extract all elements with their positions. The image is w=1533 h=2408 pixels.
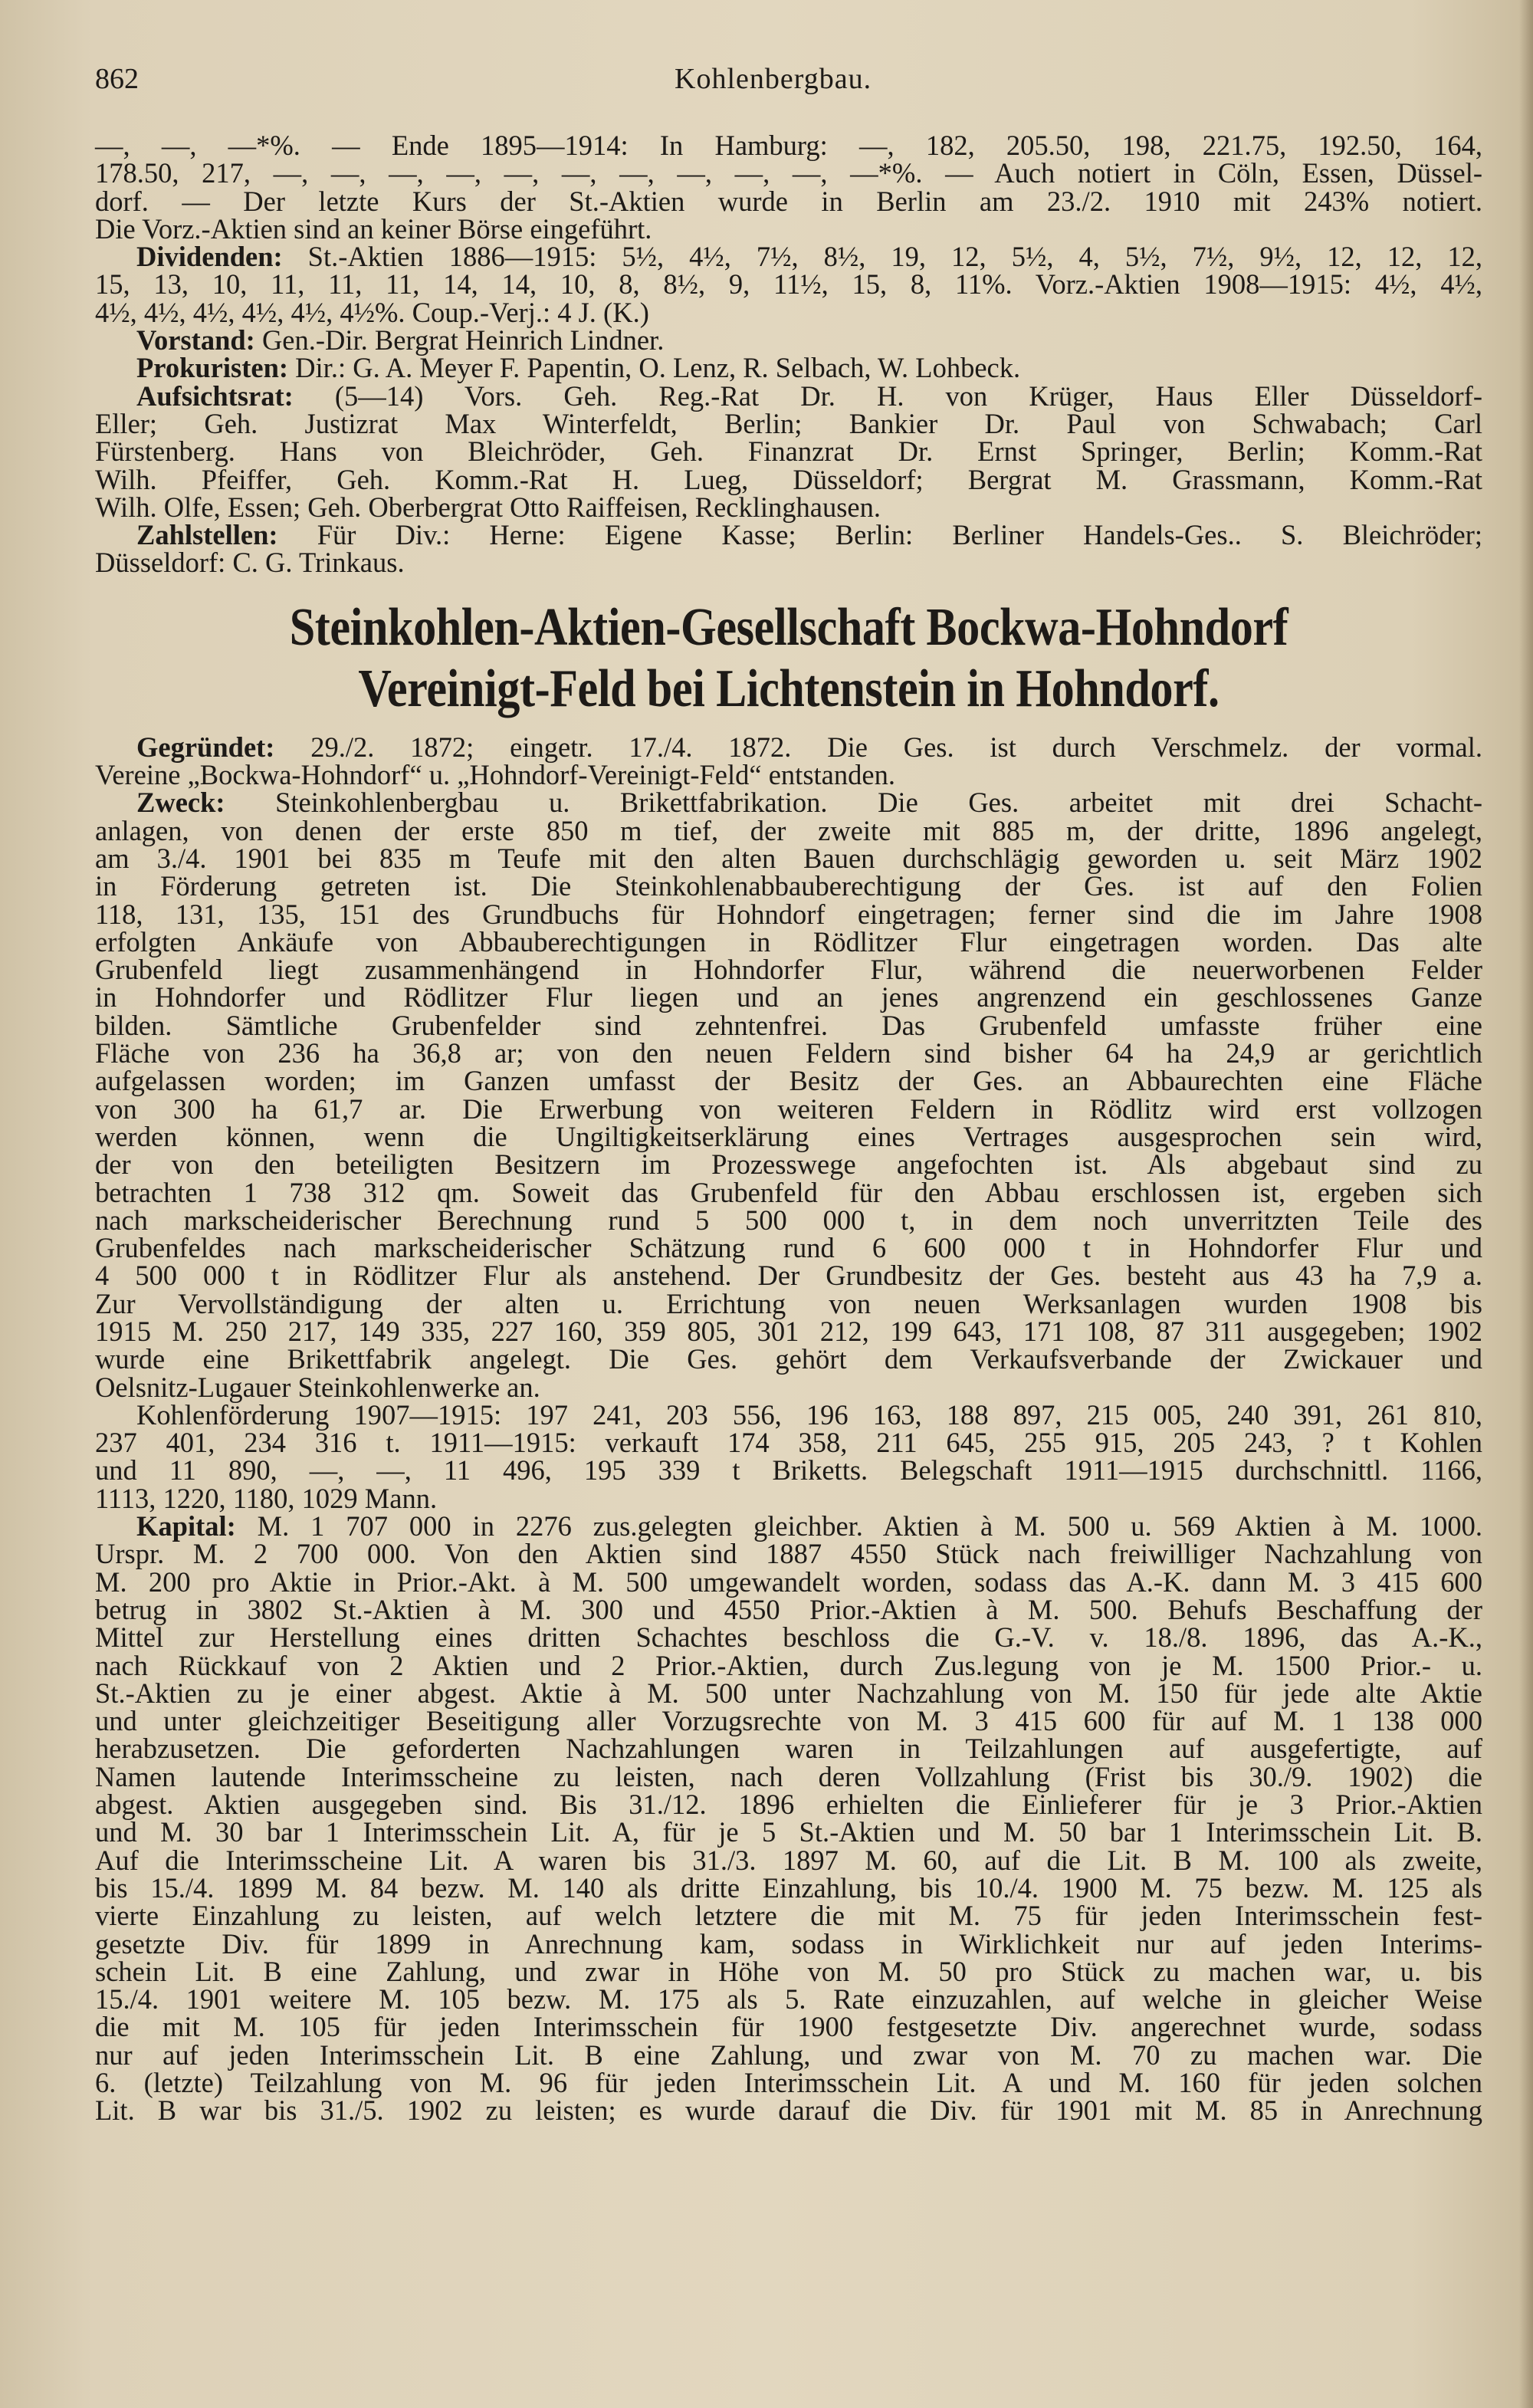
text-line: Vereine „Bockwa-Hohndorf“ u. „Hohndorf-Vereinigt-Feld“ entstanden. (95, 759, 895, 791)
text-line (95, 1510, 1482, 1542)
prokuristen-text: Dir.: G. A. Meyer F. Papentin, O. Lenz, R. Selbach, W. Lohbeck. (288, 352, 1021, 384)
aufsichtsrat-text: (5—14) Vors. Geh. Reg.-Rat Dr. H. von Krüger, Haus Eller Düsseldorf- (293, 379, 1482, 412)
zahlstellen-label: Zahlstellen: (136, 519, 278, 551)
text-line: 15, 13, 10, 11, 11, 11, 14, 14, 10, 8, 8½, 9, 11½, 15, 8, 11%. Vorz.-Aktien 1908—1915: 4½, 4½, (95, 268, 1482, 301)
text-line: Urspr. M. 2 700 000. Von den Aktien sind 1887 4550 Stück nach freiwilliger Nachzahlung von (95, 1538, 1482, 1570)
text-line: Auf die Interimsscheine Lit. A waren bis 31./3. 1897 M. 60, auf die Lit. B M. 100 als zweite, (95, 1844, 1482, 1876)
page-number: 862 (95, 63, 139, 95)
text-line: bilden. Sämtliche Grubenfelder sind zehntenfrei. Das Grubenfeld umfasste früher eine (95, 1009, 1482, 1041)
text-line: erfolgten Ankäufe von Abbauberechtigungen in Rödlitzer Flur eingetragen worden. Das alte (95, 925, 1482, 958)
text-line: Düsseldorf: C. G. Trinkaus. (95, 547, 405, 579)
text-line: Wilh. Olfe, Essen; Geh. Oberbergrat Otto Raiffeisen, Recklinghausen. (95, 491, 881, 523)
page-spine-shadow (1519, 0, 1533, 2408)
text-line: Grubenfeld liegt zusammenhängend in Hohndorfer Flur, während die neuerworbenen Felder (95, 954, 1482, 986)
kapital-label: Kapital: (136, 1510, 236, 1542)
vorstand-paragraph (95, 324, 1482, 356)
prokuristen-paragraph (95, 354, 1482, 382)
text-line: St.-Aktien zu je einer abgest. Aktie à M. 500 unter Nachzahlung von M. 150 für jede alte Aktie (95, 1677, 1482, 1709)
text-line: 118, 131, 135, 151 des Grundbuchs für Hohndorf eingetragen; ferner sind die im Jahre 1908 (95, 898, 1482, 930)
entry-title-line-2: Vereinigt-Feld bei Lichtenstein in Hohndorf. (358, 659, 1220, 718)
text-line: dorf. — Der letzte Kurs der St.-Aktien wurde in Berlin am 23./2. 1910 mit 243% notiert. (95, 185, 1482, 217)
text-line (95, 243, 1482, 271)
text-line: Fürstenberg. Hans von Bleichröder, Geh. Finanzrat Dr. Ernst Springer, Berlin; Komm.-Rat (95, 435, 1482, 468)
text-line (95, 521, 1482, 549)
entry-title-line-1: Steinkohlen-Aktien-Gesellschaft Bockwa-Hohndorf (289, 597, 1288, 657)
text-line: herabzusetzen. Die geforderten Nachzahlungen waren in Teilzahlungen auf ausgefertigte, auf (95, 1733, 1482, 1765)
text-line: abgest. Aktien ausgegeben sind. Bis 31./12. 1896 erhielten die Einlieferer für je 3 Prior.-Aktien (95, 1789, 1482, 1821)
text-line: M. 200 pro Aktie in Prior.-Akt. à M. 500 umgewandelt worden, sodass das A.-K. dann M. 3 415 600 (95, 1565, 1482, 1598)
zahlstellen-paragraph (95, 521, 1482, 577)
aufsichtsrat-label: Aufsichtsrat: (136, 379, 294, 412)
text-line: 1113, 1220, 1180, 1029 Mann. (95, 1482, 438, 1514)
text-line: 178.50, 217, —, —, —, —, —, —, —, —, —, —, —*%. — Auch notiert in Cöln, Essen, Düssel- (95, 157, 1482, 189)
gegruendet-paragraph (95, 731, 1482, 791)
text-line: der von den beteiligten Besitzern im Prozesswege angefochten ist. Als abgebaut sind zu (95, 1148, 1482, 1181)
text-line: 1915 M. 250 217, 149 335, 227 160, 359 805, 301 212, 199 643, 171 108, 87 311 ausgegeben; 1902 (95, 1315, 1482, 1347)
running-head (95, 60, 1495, 98)
page-content (95, 132, 1482, 2125)
text-line: und 11 890, —, —, 11 496, 195 339 t Briketts. Belegschaft 1911—1915 durchschnittl. 1166, (95, 1454, 1482, 1487)
dividenden-paragraph (95, 243, 1482, 327)
prokuristen-label: Prokuristen: (136, 352, 289, 384)
text-line: in Hohndorfer und Rödlitzer Flur liegen und an jenes angrenzend ein geschlossenes Ganze (95, 981, 1482, 1013)
dividenden-text: St.-Aktien 1886—1915: 5½, 4½, 7½, 8½, 19, 12, 5½, 4, 5½, 7½, 9½, 12, 12, 12, (282, 241, 1482, 273)
text-line: in Förderung getreten ist. Die Steinkohlenabbauberechtigung der Ges. ist auf den Folien (95, 870, 1482, 902)
text-line: 4 500 000 t in Rödlitzer Flur als anstehend. Der Grundbesitz der Ges. besteht aus 43 ha 7,9 a. (95, 1260, 1482, 1292)
text-line: nur auf jeden Interimsschein Lit. B eine Zahlung, und zwar von M. 70 zu machen war. Die (95, 2038, 1482, 2071)
zahlstellen-text: Für Div.: Herne: Eigene Kasse; Berlin: Berliner Handels-Ges.. S. Bleichröder; (277, 519, 1482, 551)
text-line: vierte Einzahlung zu leisten, auf welch letztere die mit M. 75 für jeden Interimsschein fest- (95, 1900, 1482, 1932)
dividenden-label: Dividenden: (136, 241, 283, 273)
prev-entry-kurs (95, 132, 1482, 243)
text-line: werden können, wenn die Ungiltigkeitserklärung eines Vertrages ausgesprochen sein wird, (95, 1120, 1482, 1152)
text-line: aufgelassen worden; im Ganzen umfasst der Besitz der Ges. an Abbaurechten eine Fläche (95, 1065, 1482, 1097)
text-line: die mit M. 105 für jeden Interimsschein für 1900 festgesetzte Div. angerechnet wurde, sodass (95, 2011, 1482, 2043)
text-line: nach Rückkauf von 2 Aktien und 2 Prior.-Aktien, durch Zus.legung von je M. 1500 Prior.- u. (95, 1649, 1482, 1681)
vorstand-text: Gen.-Dir. Bergrat Heinrich Lindner. (254, 324, 665, 356)
gegruendet-label: Gegründet: (136, 731, 275, 763)
kohlenfoerderung-paragraph (95, 1398, 1482, 1514)
text-line (95, 787, 1482, 819)
text-line: schein Lit. B eine Zahlung, und zwar in Höhe von M. 50 pro Stück zu machen war, u. bis (95, 1955, 1482, 1987)
section-title: Kohlenbergbau. (675, 63, 872, 95)
text-line: 4½, 4½, 4½, 4½, 4½, 4½%. Coup.-Verj.: 4 J. (K.) (95, 296, 649, 328)
zweck-label: Zweck: (136, 787, 225, 819)
text-line: bis 15./4. 1899 M. 84 bezw. M. 140 als dritte Einzahlung, bis 10./4. 1900 M. 75 bezw. M. 125 als (95, 1871, 1482, 1904)
zweck-text: Steinkohlenbergbau u. Brikettfabrikation. Die Ges. arbeitet mit drei Schacht- (225, 787, 1482, 819)
text-line: Namen lautende Interimsscheine zu leisten, nach deren Vollzahlung (Frist bis 30./9. 1902) die (95, 1760, 1482, 1792)
text-line: Eller; Geh. Justizrat Max Winterfeldt, Berlin; Bankier Dr. Paul von Schwabach; Carl (95, 407, 1482, 439)
text-line: wurde eine Brikettfabrik angelegt. Die Ges. gehört dem Verkaufsverbande der Zwickauer und (95, 1343, 1482, 1375)
text-line: am 3./4. 1901 bei 835 m Teufe mit den alten Bauen durchschlägig geworden u. seit März 1902 (95, 842, 1482, 874)
text-line: gesetzte Div. für 1899 in Anrechnung kam, sodass in Wirklichkeit nur auf jeden Interims- (95, 1927, 1482, 1960)
vorstand-label: Vorstand: (136, 324, 255, 356)
text-line: 6. (letzte) Teilzahlung von M. 96 für jeden Interimsschein Lit. A und M. 160 für jeden solchen (95, 2067, 1482, 2098)
kapital-paragraph (95, 1510, 1482, 2127)
text-line: —, —, —*%. — Ende 1895—1914: In Hamburg: —, 182, 205.50, 198, 221.75, 192.50, 164, (95, 130, 1482, 161)
kapital-text: M. 1 707 000 in 2276 zus.gelegten gleichber. Aktien à M. 500 u. 569 Aktien à M. 1000. (235, 1510, 1482, 1542)
gegruendet-text: 29./2. 1872; eingetr. 17./4. 1872. Die Ges. ist durch Verschmelz. der vormal. (274, 731, 1482, 763)
text-line: betrachten 1 738 312 qm. Soweit das Grubenfeld für den Abbau erschlossen ist, ergeben sich (95, 1176, 1482, 1208)
text-line: Mittel zur Herstellung eines dritten Schachtes beschloss die G.-V. v. 18./8. 1896, das A.-K., (95, 1621, 1482, 1654)
text-line: nach markscheiderischer Berechnung rund 5 500 000 t, in dem noch unverritzten Teile des (95, 1204, 1482, 1236)
zweck-paragraph (95, 789, 1482, 1401)
text-line: 237 401, 234 316 t. 1911—1915: verkauft 174 358, 211 645, 255 915, 205 243, ? t Kohlen (95, 1427, 1482, 1459)
text-line: Zur Vervollständigung der alten u. Errichtung von neuen Werksanlagen wurden 1908 bis (95, 1287, 1482, 1319)
text-line: anlagen, von denen der erste 850 m tief, der zweite mit 885 m, der dritte, 1896 angelegt, (95, 814, 1482, 846)
aufsichtsrat-paragraph (95, 379, 1482, 523)
text-line: Wilh. Pfeiffer, Geh. Komm.-Rat H. Lueg, Düsseldorf; Bergrat M. Grassmann, Komm.-Rat (95, 463, 1482, 495)
text-line: Oelsnitz-Lugauer Steinkohlenwerke an. (95, 1371, 540, 1403)
text-line: Kohlenförderung 1907—1915: 197 241, 203 556, 196 163, 188 897, 215 005, 240 391, 261 810, (136, 1398, 1482, 1431)
text-line: und unter gleichzeitiger Beseitigung aller Vorzugsrechte von M. 3 415 600 für auf M. 1 138 000 (95, 1705, 1482, 1737)
text-line: 15./4. 1901 weitere M. 105 bezw. M. 175 als 5. Rate einzuzahlen, auf welche in gleicher Weise (95, 1983, 1482, 2015)
text-line: von 300 ha 61,7 ar. Die Erwerbung von weiteren Feldern in Rödlitz wird erst vollzogen (95, 1092, 1482, 1125)
text-line: betrug in 3802 St.-Aktien à M. 300 und 4550 Prior.-Aktien à M. 500. Behufs Beschaffung der (95, 1593, 1482, 1625)
text-line: Fläche von 236 ha 36,8 ar; von den neuen Feldern sind bisher 64 ha 24,9 ar gerichtlich (95, 1037, 1482, 1069)
text-line: Grubenfeldes nach markscheiderischer Schätzung rund 6 600 000 t in Hohndorfer Flur und (95, 1232, 1482, 1264)
text-line: Die Vorz.-Aktien sind an keiner Börse eingeführt. (95, 212, 652, 245)
text-line: und M. 30 bar 1 Interimsschein Lit. A, für je 5 St.-Aktien und M. 50 bar 1 Interimsschein Lit. B. (95, 1816, 1482, 1848)
text-line (95, 379, 1482, 412)
text-line (95, 731, 1482, 763)
text-line: Lit. B war bis 31./5. 1902 zu leisten; es wurde darauf die Div. für 1901 mit M. 85 in Anrechnung (95, 2094, 1482, 2127)
